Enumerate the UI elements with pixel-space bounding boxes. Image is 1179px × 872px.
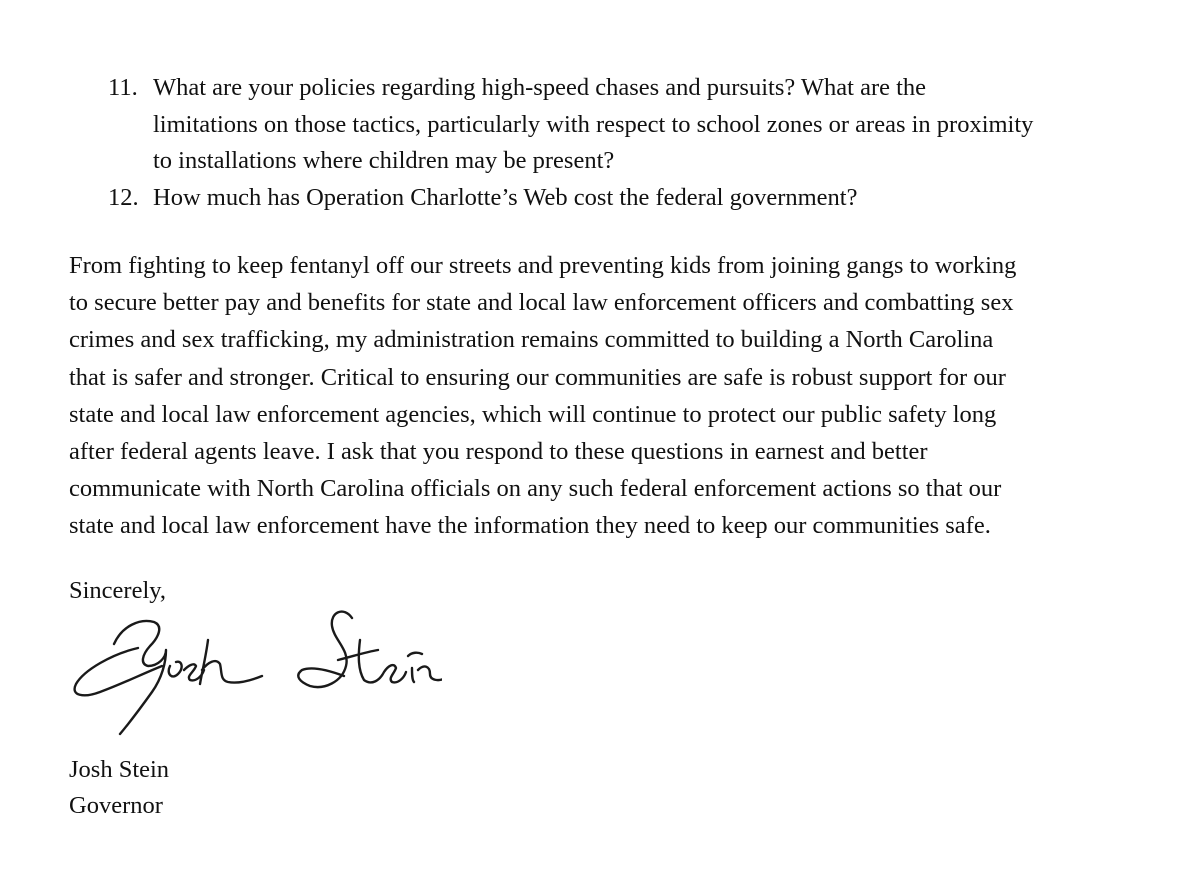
signature-stroke-j-loop	[75, 648, 162, 695]
paragraph-line: that is safer and stronger. Critical to ensuring our communities are safe is robust support for our	[69, 363, 1006, 391]
signature-stroke-osh	[169, 640, 262, 684]
paragraph-line: state and local law enforcement have the information they need to keep our communities safe.	[69, 512, 991, 540]
question-line: How much has Operation Charlotte’s Web cost the federal government?	[153, 183, 858, 211]
question-number: 12.	[108, 183, 139, 211]
handwritten-signature	[62, 600, 442, 745]
signature-stroke-tein	[338, 640, 442, 682]
paragraph-line: communicate with North Carolina officials on any such federal enforcement actions so that our	[69, 475, 1002, 503]
question-number: 11.	[108, 74, 138, 101]
signer-title: Governor	[69, 792, 163, 819]
closing-salutation: Sincerely,	[69, 577, 167, 604]
paragraph-line: crimes and sex trafficking, my administration remains committed to building a North Carolina	[69, 326, 994, 354]
signer-name: Josh Stein	[69, 756, 170, 783]
signature-stroke-j	[114, 621, 166, 734]
question-item-12	[108, 180, 1168, 217]
question-item-11	[108, 70, 1168, 180]
signature-stroke-dot	[408, 653, 422, 656]
body-paragraph	[69, 247, 1164, 545]
question-line: to installations where children may be present?	[153, 147, 615, 174]
paragraph-line: From fighting to keep fentanyl off our streets and preventing kids from joining gangs to working	[69, 252, 1017, 279]
paragraph-line: after federal agents leave. I ask that you respond to these questions in earnest and better	[69, 438, 928, 466]
signature-stroke-s	[298, 612, 352, 687]
question-line: What are your policies regarding high-speed chases and pursuits? What are the	[153, 74, 927, 101]
question-line: limitations on those tactics, particularly with respect to school zones or areas in proximity	[153, 110, 1034, 138]
paragraph-line: state and local law enforcement agencies, which will continue to protect our public safety long	[69, 400, 997, 428]
paragraph-line: to secure better pay and benefits for state and local law enforcement officers and combatting sex	[69, 289, 1014, 317]
question-list	[108, 70, 1168, 216]
